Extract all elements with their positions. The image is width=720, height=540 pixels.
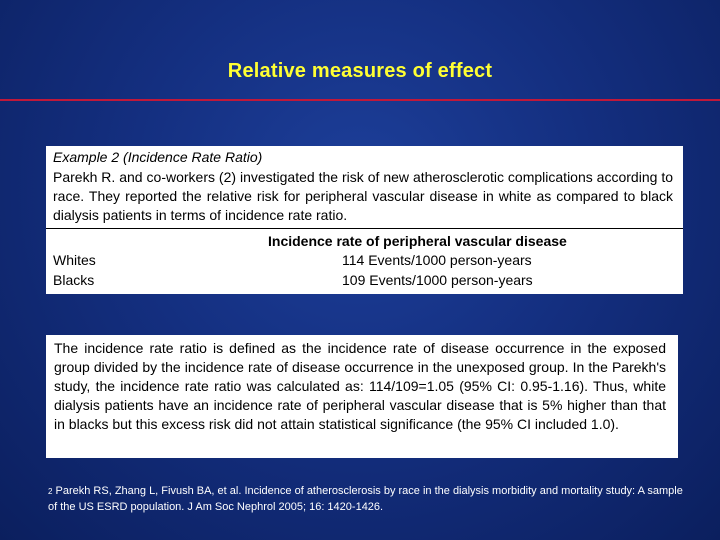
- table-row-label-blacks: Blacks: [53, 272, 95, 288]
- title-divider: [0, 99, 720, 101]
- slide-title: Relative measures of effect: [227, 60, 493, 82]
- table-column-header: Incidence rate of peripheral vascular disease: [268, 233, 567, 249]
- explanation-panel: [46, 335, 678, 458]
- example-panel: [46, 146, 683, 294]
- example-heading: Example 2 (Incidence Rate Ratio): [53, 149, 263, 165]
- explanation-text: The incidence rate ratio is defined as the incidence rate of disease occurrence in the exposed group divided by the incidence rate of disease occurrence in the unexposed group. In the Parekh's study, the incidence rate ratio was calculated as: 114/109=1.05 (95% CI: 0.95-1.16). Thus, white dialysis patients have an incidence rate of peripheral vascular disease that is 5% higher than that in blacks but this excess risk did not attain statistical significance (the 95% CI included 1.0).: [54, 340, 666, 432]
- footnote-marker: 2: [48, 487, 53, 496]
- footnote: [48, 483, 688, 515]
- table-divider: [46, 228, 683, 229]
- table-row-value-whites: 114 Events/1000 person-years: [342, 252, 532, 268]
- table-row-value-blacks: 109 Events/1000 person-years: [342, 272, 533, 288]
- footnote-text: Parekh RS, Zhang L, Fivush BA, et al. Incidence of atherosclerosis by race in the dialysis morbidity and mortality study: A sample of the US ESRD population. J Am Soc Nephrol 2005; 16: 1420-1426.: [48, 485, 683, 513]
- table-row-label-whites: Whites: [53, 252, 96, 268]
- example-description: Parekh R. and co-workers (2) investigated the risk of new atherosclerotic complications according to race. They reported the relative risk for peripheral vascular disease in white as compared to black dialysis patients in terms of incidence rate ratio.: [53, 169, 673, 223]
